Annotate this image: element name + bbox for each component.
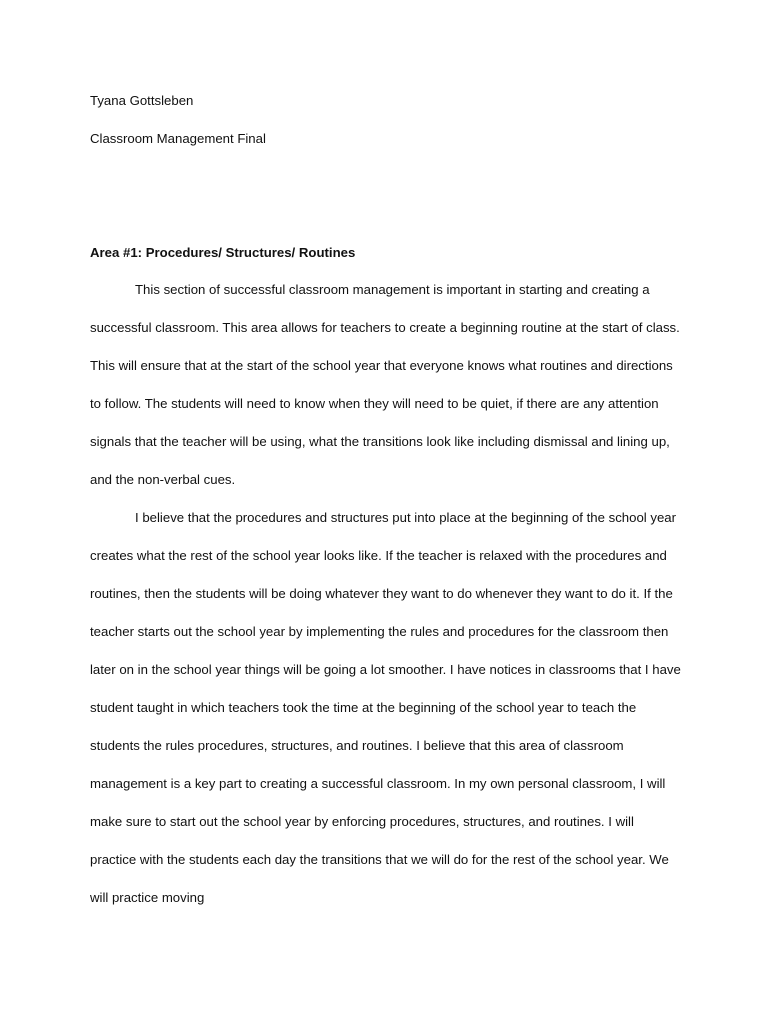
paragraph-2: I believe that the procedures and structures put into place at the beginning of the school year creates what the rest of the school year looks like. If the teacher is relaxed with the procedures and routines, then the students will be doing whatever they want to do whenever they want to do it. If the teacher starts out the school year by implementing the rules and procedures for the classroom then later on in the school year things will be going a lot smoother. I have notices in classrooms that I have student taught in which teachers took the time at the beginning of the school year to teach the students the rules procedures, structures, and routines. I believe that this area of classroom management is a key part to creating a successful classroom. In my own personal classroom, I will make sure to start out the school year by enforcing procedures, structures, and routines. I will practice with the students each day the transitions that we will do for the rest of the school year. We will practice moving	[90, 510, 681, 905]
course-title: Classroom Management Final	[90, 131, 266, 146]
document-body	[90, 91, 682, 917]
author-name: Tyana Gottsleben	[90, 93, 194, 108]
paragraph-1: This section of successful classroom management is important in starting and creating a successful classroom. This area allows for teachers to create a beginning routine at the start of class. This will ensure that at the start of the school year that everyone knows what routines and directions to follow. The students will need to know when they will need to be quiet, if there are any attention signals that the teacher will be using, what the transitions look like including dismissal and lining up, and the non-verbal cues.	[90, 282, 680, 487]
section-heading: Area #1: Procedures/ Structures/ Routines	[90, 245, 356, 260]
